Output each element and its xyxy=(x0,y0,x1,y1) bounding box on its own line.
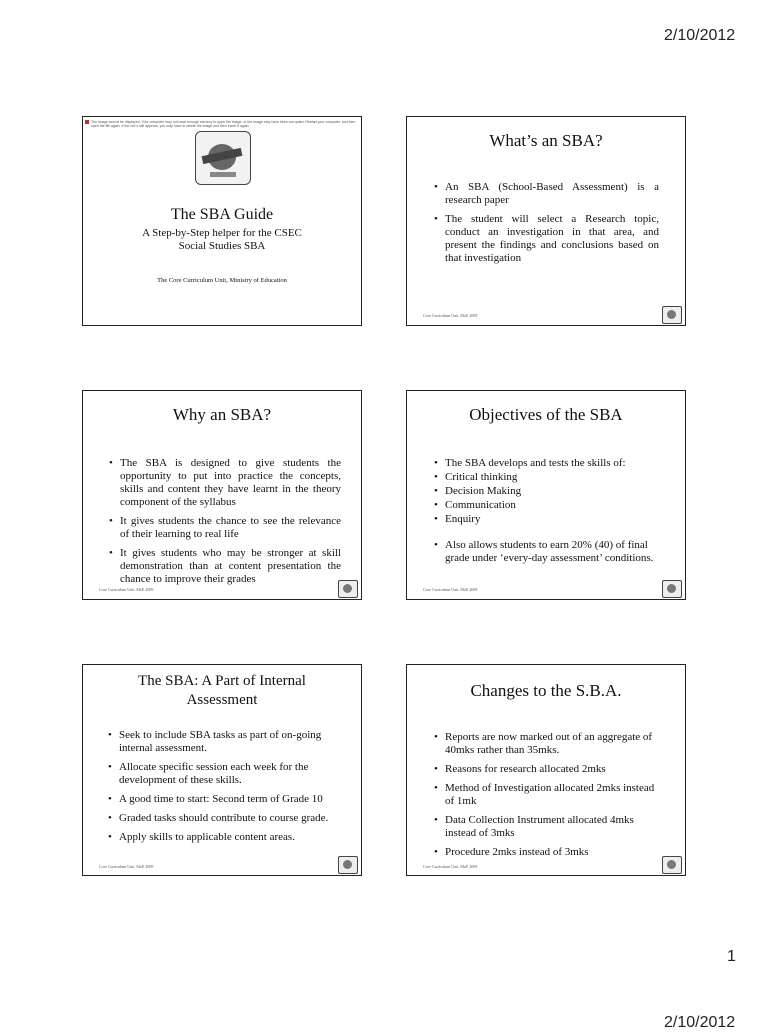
sba-logo xyxy=(195,131,251,185)
bullet-item: • The SBA develops and tests the skills of: xyxy=(434,457,659,470)
bullet-item: • Communication xyxy=(434,499,659,512)
slide-title-line1: The SBA: A Part of Internal xyxy=(138,673,306,689)
logo-icon xyxy=(662,580,682,598)
slide-title-line2: Assessment xyxy=(186,692,258,708)
footer-date: 2/10/2012 xyxy=(664,1014,736,1031)
image-warning-text: The image cannot be displayed. Your computer may not have enough memory to open the image, or the image may have been corrupted. Restart your computer, and then open the file again. If the red x still appears, you may have to delete the image and then insert it again. xyxy=(91,120,356,128)
logo-icon xyxy=(662,856,682,874)
bullet-item: • Procedure 2mks instead of 3mks xyxy=(434,846,662,859)
bullet-item: • Method of Investigation allocated 2mks instead of 1mk xyxy=(434,782,662,808)
bullet-list xyxy=(109,457,341,592)
logo-icon xyxy=(338,856,358,874)
bullet-item: • Reports are now marked out of an aggregate of 40mks rather than 35mks. xyxy=(434,731,662,757)
slide-2 xyxy=(406,116,686,326)
bullet-item: • A good time to start: Second term of Grade 10 xyxy=(108,793,333,806)
slide-5 xyxy=(82,664,362,876)
slide-title: Objectives of the SBA xyxy=(469,405,623,424)
bullet-list xyxy=(108,729,333,850)
bullet-list-skills xyxy=(434,457,659,527)
bullet-item: • Reasons for research allocated 2mks xyxy=(434,763,662,776)
bullet-item: • The SBA is designed to give students the opportunity to put into practice the concepts, skills and content they have learnt in the theory component of the syllabus xyxy=(109,457,341,509)
bullet-item: • Also allows students to earn 20% (40) of final grade under ‘every-day assessment’ conditions. xyxy=(434,539,662,565)
logo-icon xyxy=(338,580,358,598)
slide-title: Why an SBA? xyxy=(172,405,272,424)
page-number: 1 xyxy=(727,948,736,965)
bullet-item: • Decision Making xyxy=(434,485,659,498)
slide-title: The SBA Guide xyxy=(170,206,274,223)
slide-title: Changes to the S.B.A. xyxy=(470,681,622,700)
bullet-item: • An SBA (School-Based Assessment) is a research paper xyxy=(434,181,659,207)
bullet-list xyxy=(434,731,662,865)
bullet-item: • The student will select a Research topic, conduct an investigation in that area, and present the findings and conclusions based on that investigation xyxy=(434,213,659,265)
bullet-item: • Critical thinking xyxy=(434,471,659,484)
bullet-item: • Graded tasks should contribute to course grade. xyxy=(108,812,333,825)
broken-image-icon xyxy=(85,120,89,124)
slide-footer: Core Curriculum Unit, MoE 2009 xyxy=(423,313,478,318)
bullet-item: • Enquiry xyxy=(434,513,659,526)
slide-credit: The Core Curriculum Unit, Ministry of Education xyxy=(157,277,287,284)
slide-4 xyxy=(406,390,686,600)
slide-6 xyxy=(406,664,686,876)
slide-footer: Core Curriculum Unit, MoE 2009 xyxy=(99,864,154,869)
bullet-item: • Apply skills to applicable content areas. xyxy=(108,831,333,844)
bullet-item: • It gives students the chance to see the relevance of their learning to real life xyxy=(109,515,341,541)
header-date: 2/10/2012 xyxy=(664,27,736,44)
slide-footer: Core Curriculum Unit, MoE 2009 xyxy=(99,587,154,592)
bullet-item: • Seek to include SBA tasks as part of on-going internal assessment. xyxy=(108,729,333,755)
bullet-item: • Data Collection Instrument allocated 4mks instead of 3mks xyxy=(434,814,662,840)
slide-title: What’s an SBA? xyxy=(489,131,603,150)
slide-footer: Core Curriculum Unit, MoE 2009 xyxy=(423,864,478,869)
logo-icon xyxy=(662,306,682,324)
slide-footer: Core Curriculum Unit, MoE 2009 xyxy=(423,587,478,592)
slide-subtitle-line1: A Step-by-Step helper for the CSEC xyxy=(142,227,302,239)
slide-subtitle-line2: Social Studies SBA xyxy=(178,240,266,252)
bullet-item: • It gives students who may be stronger at skill demonstration than at content presentation the chance to improve their grades xyxy=(109,547,341,586)
slide-1 xyxy=(82,116,362,326)
bullet-list xyxy=(434,181,659,271)
bullet-list-grade xyxy=(434,539,662,571)
bullet-item: • Allocate specific session each week for the development of these skills. xyxy=(108,761,333,787)
slide-3 xyxy=(82,390,362,600)
